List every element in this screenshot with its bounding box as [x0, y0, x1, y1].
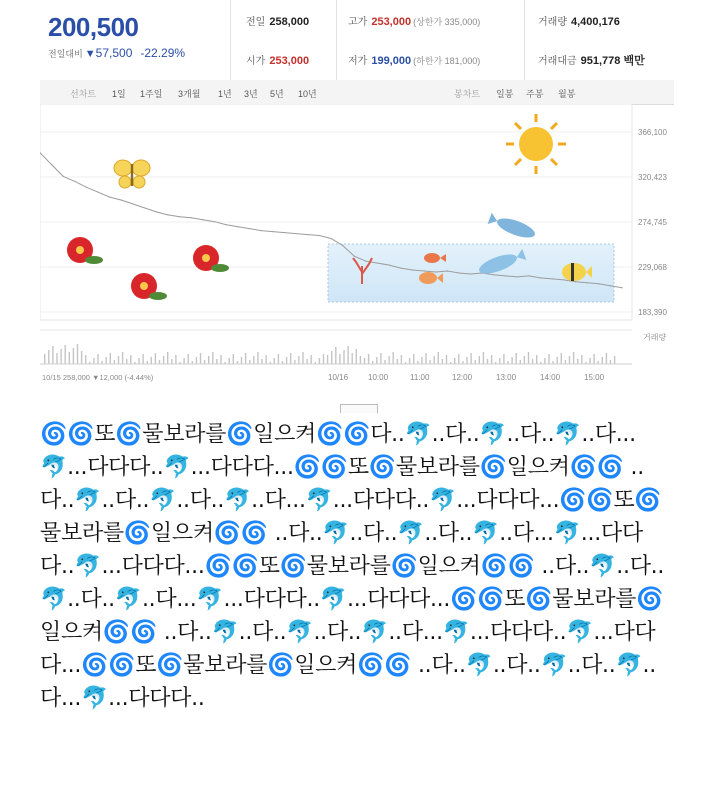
volume-bar [311, 355, 312, 364]
stat-volume: 거래량 4,400,176 [538, 16, 620, 28]
dolphin-icon: 🐬 [305, 488, 333, 513]
price-point [540, 277, 541, 278]
volume-bar [429, 360, 430, 364]
volume-bar [130, 355, 131, 364]
cyclone-icon: 🌀 [634, 488, 662, 513]
price-point [365, 261, 366, 262]
volume-bar [278, 354, 279, 364]
cyclone-icon: 🌀 [480, 554, 508, 579]
volume-bar [524, 356, 525, 364]
cyclone-icon: 🌀 [293, 455, 321, 480]
volume-bar [532, 359, 533, 364]
volume-bar [388, 356, 389, 364]
price-point [330, 238, 331, 239]
volume-bar [200, 353, 201, 364]
price-point [226, 224, 227, 225]
cyclone-icon: 🌀 [231, 554, 259, 579]
dolphin-icon: 🐬 [361, 620, 389, 645]
volume-bar [69, 352, 70, 364]
price-point [156, 211, 157, 212]
volume-bar [516, 353, 517, 364]
y-tick-label: 183,390 [638, 308, 667, 317]
volume-bar [487, 359, 488, 364]
volume-bar [397, 359, 398, 364]
volume-bar [233, 354, 234, 364]
price-point [261, 230, 262, 231]
volume-bar [60, 349, 61, 364]
volume-bar [81, 351, 82, 364]
dolphin-icon: 🐬 [196, 587, 224, 612]
x-tick-label: 10:00 [368, 373, 389, 382]
change-label: 전일대비 [48, 49, 83, 59]
quote-header [40, 0, 674, 81]
dolphin-icon: 🐬 [40, 455, 68, 480]
volume-bar [56, 353, 57, 364]
volume-bar [159, 360, 160, 364]
x-tick-label: 11:00 [410, 373, 430, 382]
x-tick-label: 13:00 [496, 373, 517, 382]
volume-bar [384, 360, 385, 364]
volume-bar [286, 357, 287, 364]
volume-bar [85, 355, 86, 364]
x-tick-label: 14:00 [540, 373, 561, 382]
volume-bar [561, 353, 562, 364]
price-point [86, 187, 87, 188]
volume-bar [188, 354, 189, 364]
dolphin-icon: 🐬 [472, 521, 500, 546]
volume-bar [376, 357, 377, 364]
volume-bar [274, 358, 275, 364]
tab-period-3y[interactable]: 3년 [244, 89, 258, 99]
price-point [458, 272, 459, 273]
price-point [505, 275, 506, 276]
cyclone-icon: 🌀 [102, 620, 130, 645]
volume-bar [249, 360, 250, 364]
volume-bar [77, 344, 78, 364]
cyclone-icon: 🌀 [204, 554, 232, 579]
price-chart [40, 104, 674, 404]
volume-bar [360, 356, 361, 364]
price-point [121, 199, 122, 200]
volume-bar [142, 354, 143, 364]
price-point [354, 256, 355, 257]
dolphin-icon: 🐬 [465, 653, 493, 678]
price-point [307, 234, 308, 235]
volume-bar [491, 355, 492, 364]
volume-bar [593, 354, 594, 364]
dolphin-icon: 🐬 [149, 488, 177, 513]
volume-bar [548, 354, 549, 364]
price-point [598, 283, 599, 284]
volume-bar [544, 358, 545, 364]
y-tick-label: 274,745 [638, 218, 667, 227]
price-point [621, 287, 622, 288]
volume-bar [581, 355, 582, 364]
stat-amount: 거래대금 951,778 백만 [538, 55, 645, 67]
dolphin-icon: 🐬 [442, 620, 470, 645]
price-point [237, 226, 238, 227]
cyclone-icon: 🌀 [81, 653, 109, 678]
stat-low: 저가 199,000 (하한가 181,000) [348, 55, 481, 67]
header-divider [336, 0, 337, 80]
header-divider [230, 0, 231, 80]
chart-period-tabs [40, 80, 674, 105]
tab-candle-weekly[interactable]: 주봉 [526, 89, 544, 99]
volume-bar [257, 352, 258, 364]
volume-bar [106, 357, 107, 364]
tab-candle-daily[interactable]: 일봉 [496, 89, 514, 99]
volume-bar [331, 351, 332, 364]
price-point [74, 181, 75, 182]
price-point [470, 273, 471, 274]
cyclone-icon: 🌀 [108, 653, 136, 678]
price-point [424, 270, 425, 271]
dolphin-icon: 🐬 [74, 554, 102, 579]
cyclone-icon: 🌀 [636, 587, 664, 612]
dolphin-icon: 🐬 [404, 422, 432, 447]
dolphin-icon: 🐬 [114, 587, 142, 612]
volume-bar [183, 358, 184, 364]
cyclone-icon: 🌀 [384, 653, 412, 678]
x-tick-label: 10/16 [328, 373, 349, 382]
volume-bar [569, 356, 570, 364]
volume-bar [614, 356, 615, 364]
dolphin-icon: 🐬 [554, 422, 582, 447]
volume-bar [380, 353, 381, 364]
dolphin-icon: 🐬 [566, 620, 594, 645]
chart-scroll-handle[interactable] [340, 404, 378, 413]
tab-period-10y[interactable]: 10년 [298, 89, 317, 99]
volume-bar [401, 355, 402, 364]
price-point [563, 279, 564, 280]
volume-bar [216, 359, 217, 364]
cyclone-icon: 🌀 [450, 587, 478, 612]
cyclone-icon: 🌀 [67, 422, 95, 447]
price-point [377, 263, 378, 264]
volume-bar [65, 345, 66, 364]
volume-bar [610, 360, 611, 364]
price-point [435, 271, 436, 272]
cyclone-icon: 🌀 [368, 455, 396, 480]
tab-period-5y[interactable]: 5년 [270, 89, 284, 99]
cyclone-icon: 🌀 [156, 653, 184, 678]
price-point [133, 203, 134, 204]
dolphin-icon: 🐬 [397, 521, 425, 546]
volume-bar [138, 358, 139, 364]
volume-bar [589, 358, 590, 364]
x-axis-ticks [328, 373, 605, 382]
volume-bar [151, 357, 152, 364]
volume-bar [557, 357, 558, 364]
cyclone-icon: 🌀 [559, 488, 587, 513]
volume-bar [352, 353, 353, 364]
dolphin-icon: 🐬 [74, 488, 102, 513]
tab-line-chart[interactable]: 선차트 [70, 89, 97, 99]
volume-bar [265, 355, 266, 364]
volume-bar [302, 352, 303, 364]
volume-bar [573, 352, 574, 364]
price-point [447, 270, 448, 271]
dolphin-icon: 🐬 [589, 554, 617, 579]
dolphin-icon: 🐬 [319, 587, 347, 612]
tab-period-1w[interactable]: 1주일 [140, 89, 163, 99]
cyclone-icon: 🌀 [129, 620, 158, 645]
volume-bar [446, 355, 447, 364]
chant-text: 🌀🌀또🌀물보라를🌀일으켜🌀🌀다..🐬..다..🐬..다..🐬..다...🐬...다다다..🐬...다다다...🌀🌀또🌀물보라를🌀일으켜🌀🌀 ..다..🐬..다..🐬..다..🐬..다...🐬...다다다..🐬...다다다...🌀🌀또🌀물보라를🌀일으켜🌀🌀 ..다..🐬..다..🐬..다..🐬..다...🐬...다다다..🐬...다다다...🌀🌀또🌀물보라를🌀일으켜🌀🌀 ..다..🐬..다..🐬..다..🐬..다...🐬...다다다..🐬...다다다...🌀🌀또🌀물보라를🌀일으켜🌀🌀 ..다..🐬..다..🐬..다..🐬..다...🐬...다다다..🐬...다다다...🌀🌀또🌀물보라를🌀일으켜🌀🌀 ..다..🐬..다..🐬..다..🐬..다...🐬...다다다.. [40, 422, 665, 711]
price-point [98, 192, 99, 193]
x-tick-label: 15:00 [584, 373, 605, 382]
price-point [214, 221, 215, 222]
cyclone-icon: 🌀 [525, 587, 553, 612]
price-point [63, 176, 64, 177]
cyclone-icon: 🌀 [240, 521, 268, 546]
volume-bar [479, 356, 480, 364]
volume-bar [520, 360, 521, 364]
price-point [517, 276, 518, 277]
volume-label: 거래량 [643, 333, 667, 342]
price-point [179, 216, 180, 217]
volume-bar [298, 356, 299, 364]
volume-bars [44, 344, 615, 364]
price-point [389, 264, 390, 265]
volume-bar [208, 356, 209, 364]
cyclone-icon: 🌀 [343, 422, 371, 447]
volume-bar [114, 360, 115, 364]
volume-bar [438, 352, 439, 364]
dolphin-icon: 🐬 [163, 455, 191, 480]
cyclone-icon: 🌀 [267, 653, 295, 678]
volume-bar [577, 359, 578, 364]
price-point [400, 267, 401, 268]
price-point [272, 231, 273, 232]
change-percent: -22.29% [140, 46, 186, 60]
left-date-note: 10/15 258,000 ▼12,000 (-4.44%) [42, 373, 154, 382]
down-arrow-icon: ▼ [84, 48, 96, 60]
volume-bar [245, 353, 246, 364]
cyclone-icon: 🌀 [213, 521, 241, 546]
volume-bar [175, 355, 176, 364]
cyclone-icon: 🌀 [507, 554, 535, 579]
price-point [586, 282, 587, 283]
volume-bar [413, 354, 414, 364]
volume-bar [434, 356, 435, 364]
stat-high: 고가 253,000 (상한가 335,000) [348, 16, 481, 28]
volume-bar [499, 358, 500, 364]
volume-bar [44, 354, 45, 364]
price-point [109, 197, 110, 198]
volume-bar [393, 352, 394, 364]
cyclone-icon: 🌀 [40, 422, 68, 447]
price-point [528, 275, 529, 276]
volume-bar [126, 359, 127, 364]
y-axis-ticks [638, 128, 667, 317]
price-point [295, 233, 296, 234]
cyclone-icon: 🌀 [477, 587, 505, 612]
volume-bar [97, 354, 98, 364]
volume-bar [122, 352, 123, 364]
volume-bar [536, 355, 537, 364]
dolphin-icon: 🐬 [224, 488, 252, 513]
volume-bar [220, 355, 221, 364]
tab-candle-chart[interactable]: 봉차트 [454, 89, 481, 99]
volume-bar [52, 346, 53, 364]
volume-bar [110, 353, 111, 364]
volume-bar [442, 359, 443, 364]
x-tick-label: 12:00 [452, 373, 473, 382]
y-tick-label: 366,100 [638, 128, 667, 137]
cyclone-icon: 🌀 [569, 455, 597, 480]
volume-bar [323, 354, 324, 364]
price-point [284, 232, 285, 233]
price-point [552, 278, 553, 279]
dolphin-icon: 🐬 [429, 488, 457, 513]
dolphin-icon: 🐬 [479, 422, 507, 447]
volume-bar [528, 352, 529, 364]
volume-bar [196, 357, 197, 364]
volume-bar [347, 346, 348, 364]
volume-bar [466, 357, 467, 364]
tab-candle-monthly[interactable]: 월봉 [558, 89, 576, 99]
price-chart-svg [40, 104, 674, 404]
volume-bar [294, 360, 295, 364]
volume-bar [290, 353, 291, 364]
dolphin-icon: 🐬 [615, 653, 643, 678]
price-point [202, 219, 203, 220]
price-point [575, 281, 576, 282]
volume-bar [253, 356, 254, 364]
volume-bar [212, 352, 213, 364]
volume-bar [229, 358, 230, 364]
price-point [144, 207, 145, 208]
volume-bar [475, 360, 476, 364]
cyclone-icon: 🌀 [390, 554, 418, 579]
tab-period-1d[interactable]: 1일 [112, 89, 126, 99]
volume-bar [606, 353, 607, 364]
price-point [319, 235, 320, 236]
dolphin-icon: 🐬 [553, 521, 581, 546]
cyclone-icon: 🌀 [320, 455, 348, 480]
dolphin-icon: 🐬 [81, 686, 109, 711]
volume-bar [73, 348, 74, 364]
volume-bar [454, 358, 455, 364]
butterfly-icon [114, 160, 150, 188]
price-point [342, 245, 343, 246]
stock-quote-panel [40, 0, 674, 410]
volume-bar [602, 357, 603, 364]
volume-bar [409, 358, 410, 364]
volume-bar [565, 360, 566, 364]
price-point [167, 214, 168, 215]
stat-prev-close: 전일 258,000 [246, 16, 310, 28]
cyclone-icon: 🌀 [123, 521, 151, 546]
price-point [610, 285, 611, 286]
tab-period-1y[interactable]: 1년 [218, 89, 232, 99]
cyclone-icon: 🌀 [316, 422, 344, 447]
volume-bar [364, 358, 365, 364]
dolphin-icon: 🐬 [540, 653, 568, 678]
volume-bar [306, 359, 307, 364]
cyclone-icon: 🌀 [279, 554, 307, 579]
volume-bar [356, 349, 357, 364]
header-divider [524, 0, 525, 80]
cyclone-icon: 🌀 [596, 455, 624, 480]
volume-bar [204, 360, 205, 364]
volume-bar [511, 357, 512, 364]
volume-bar [421, 357, 422, 364]
price-change [48, 46, 185, 60]
dolphin-icon: 🐬 [286, 620, 314, 645]
volume-bar [425, 353, 426, 364]
y-tick-label: 229,068 [638, 263, 667, 272]
price-point [493, 274, 494, 275]
volume-bar [163, 356, 164, 364]
volume-bar [335, 347, 336, 364]
volume-bar [93, 358, 94, 364]
dolphin-icon: 🐬 [40, 587, 68, 612]
volume-bar [261, 359, 262, 364]
dolphin-icon: 🐬 [322, 521, 350, 546]
volume-bar [319, 358, 320, 364]
volume-bar [339, 354, 340, 364]
volume-bar [118, 356, 119, 364]
price-point [249, 228, 250, 229]
volume-bar [503, 354, 504, 364]
volume-bar [48, 350, 49, 364]
price-point [51, 164, 52, 165]
current-price: 200,500 [48, 12, 139, 42]
volume-bar [458, 354, 459, 364]
volume-bar [327, 355, 328, 364]
volume-bar [470, 353, 471, 364]
cyclone-icon: 🌀 [226, 422, 254, 447]
volume-bar [155, 353, 156, 364]
tab-period-3m[interactable]: 3개월 [178, 89, 201, 99]
cyclone-icon: 🌀 [115, 422, 143, 447]
volume-bar [483, 352, 484, 364]
cyclone-icon: 🌀 [357, 653, 385, 678]
y-tick-label: 320,423 [638, 173, 667, 182]
volume-bar [241, 357, 242, 364]
dolphin-icon: 🐬 [211, 620, 239, 645]
cyclone-icon: 🌀 [586, 488, 614, 513]
change-value: 57,500 [95, 46, 133, 60]
volume-bar [343, 350, 344, 364]
volume-bar [167, 352, 168, 364]
stat-open: 시가 253,000 [246, 55, 310, 67]
cyclone-icon: 🌀 [479, 455, 507, 480]
price-point [191, 217, 192, 218]
price-point [412, 269, 413, 270]
volume-bar [368, 354, 369, 364]
volume-bar [171, 359, 172, 364]
